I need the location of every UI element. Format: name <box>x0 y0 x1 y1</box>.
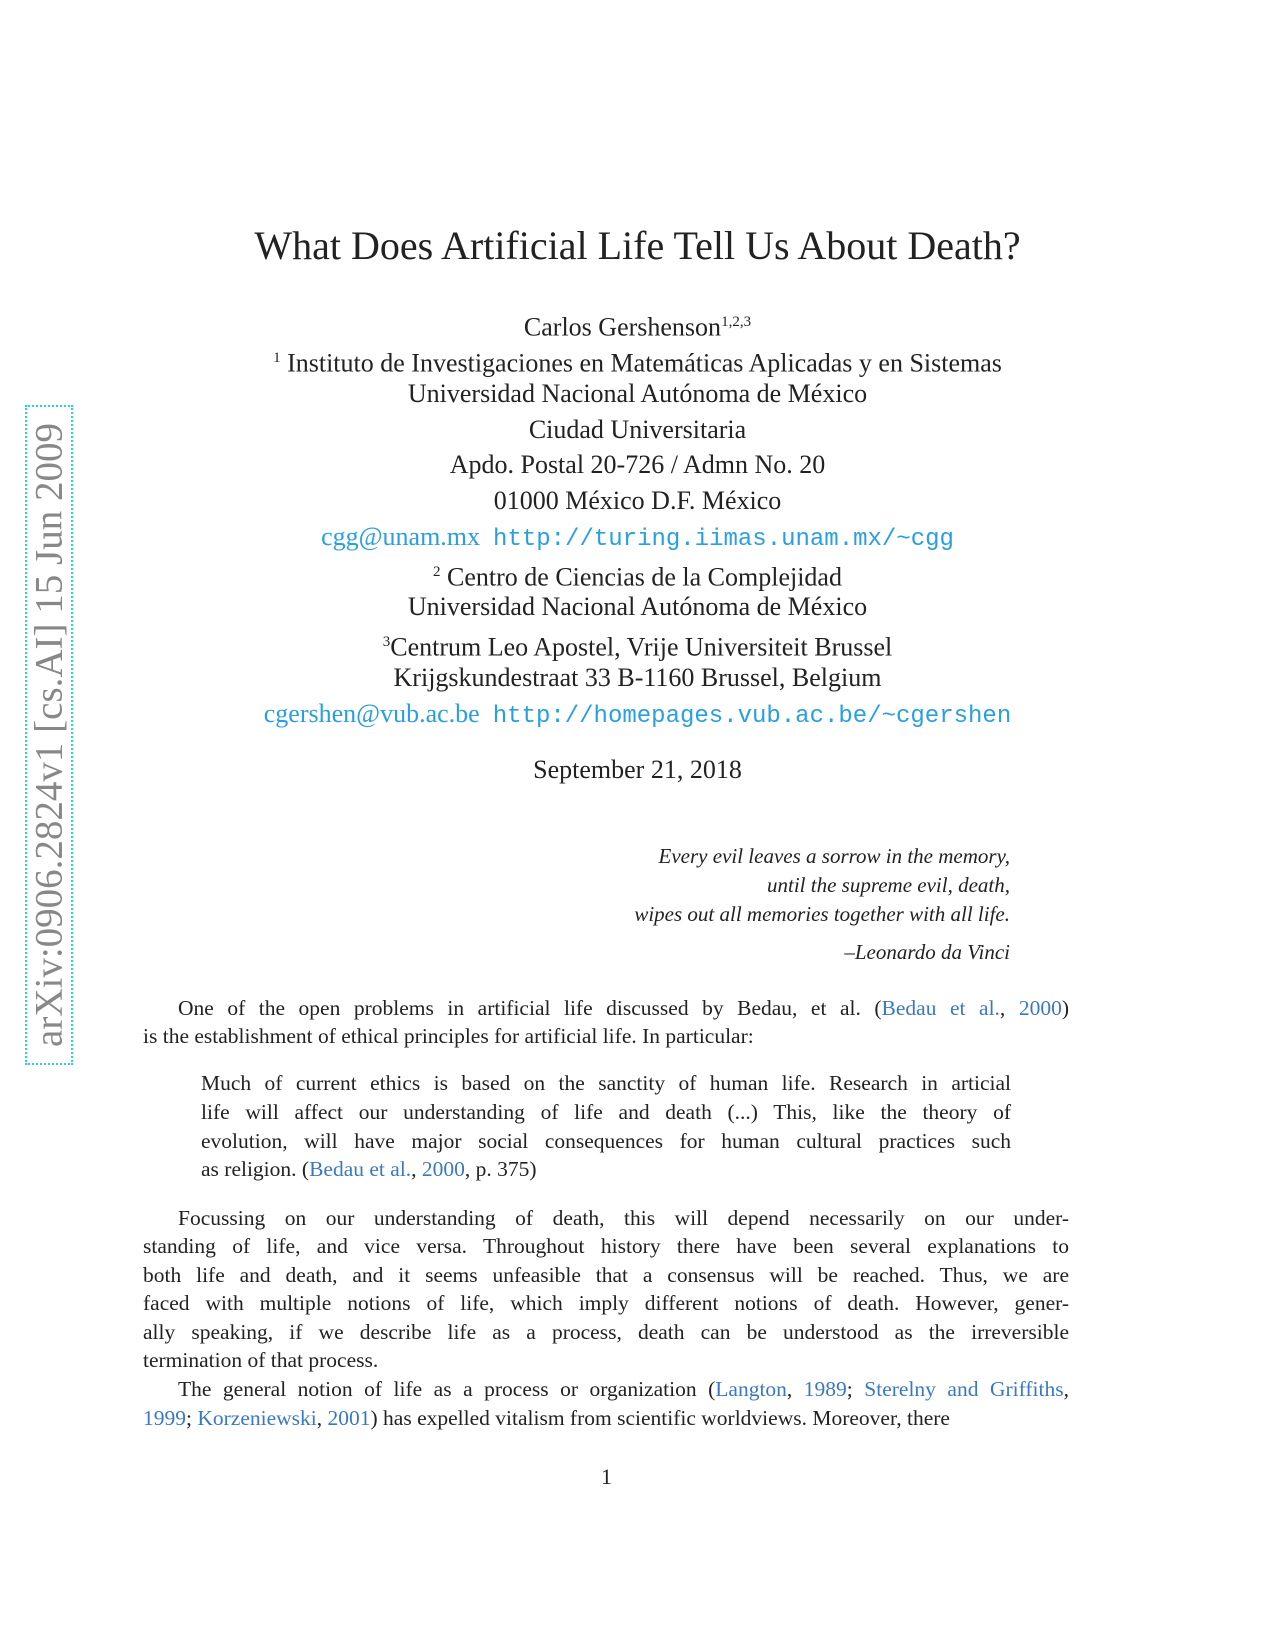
affiliation-line: Universidad Nacional Autónoma de México <box>407 379 868 408</box>
text-run: standing of life, and vice versa. Throughout history there have been several explanations to <box>143 1234 1069 1258</box>
affiliation-line: Apdo. Postal 20-726 / Admn No. 20 <box>449 450 826 479</box>
text-run: ) <box>1061 996 1069 1020</box>
paragraph-line <box>178 1204 1069 1232</box>
text-run: both life and death, and it seems unfeasible that a consensus will be reached. Thus, we are <box>143 1263 1069 1287</box>
citation-link[interactable]: Langton <box>715 1377 787 1401</box>
text-run: , <box>316 1406 328 1430</box>
text-run: life will affect our understanding of life and death (...) This, like the theory of <box>201 1100 1011 1124</box>
text-run: , p. 375) <box>464 1157 537 1181</box>
citation-link[interactable]: 2001 <box>327 1406 371 1430</box>
citation-link[interactable]: 1999 <box>143 1406 186 1430</box>
citation-link[interactable]: 2000 <box>1018 996 1062 1020</box>
email-link[interactable]: cgg@unam.mx <box>321 522 481 551</box>
paper-title: What Does Artificial Life Tell Us About Death? <box>254 223 1021 268</box>
contact-3 <box>0 696 1275 735</box>
text-run: ; <box>846 1377 865 1401</box>
paragraph-line <box>143 1232 1069 1260</box>
citation-link[interactable]: Bedau et al. <box>309 1157 412 1181</box>
paragraph-line <box>143 1289 1069 1317</box>
citation-link[interactable]: Sterelny and Griffiths <box>864 1377 1064 1401</box>
text-run: faced with multiple notions of life, which imply different notions of death. However, gener- <box>143 1291 1069 1315</box>
paragraph-line <box>143 1318 1069 1346</box>
contact-1 <box>0 519 1275 558</box>
arxiv-stamp: arXiv:0906.2824v1 [cs.AI] 15 Jun 2009 <box>25 405 73 1065</box>
affiliation-1: $^1$ Instituto de Investigaciones en Matemáticas Aplicadas y en Sistemas <box>273 348 1002 378</box>
affiliation-2: $^2$ Centro de Ciencias de la Complejidad <box>433 562 842 592</box>
text-run: , <box>1063 1377 1070 1401</box>
text-run: , <box>786 1377 804 1401</box>
citation-link[interactable]: 1989 <box>803 1377 847 1401</box>
text-run: Focussing on our understanding of death, this will depend necessarily on our under- <box>178 1206 1069 1230</box>
page-number: 1 <box>601 1464 612 1489</box>
author: Carlos Gershenson$^{1,2,3}$ <box>523 312 752 342</box>
text-run: , <box>411 1157 422 1181</box>
paragraph-line <box>143 1404 1069 1432</box>
block-quote-line <box>201 1098 1011 1126</box>
homepage-link[interactable]: http://turing.iimas.unam.mx/~cgg <box>493 526 954 553</box>
text-run: evolution, will have major social consequences for human cultural practices such <box>201 1129 1011 1153</box>
text-run: ) has expelled vitalism from scientific worldviews. Moreover, there <box>370 1406 950 1430</box>
affiliation-line: Universidad Nacional Autónoma de México <box>407 592 868 621</box>
paragraph-line <box>143 1261 1069 1289</box>
block-quote-line <box>201 1069 1011 1097</box>
paragraph-line <box>178 994 1069 1022</box>
citation-link[interactable]: Korzeniewski <box>197 1406 317 1430</box>
citation-link[interactable]: 2000 <box>421 1157 465 1181</box>
text-run: is the establishment of ethical principles for artificial life. In particular: <box>143 1024 754 1048</box>
citation-link[interactable]: Bedau et al. <box>881 996 1000 1020</box>
homepage-link[interactable]: http://homepages.vub.ac.be/~cgershen <box>492 703 1012 730</box>
text-run: ; <box>186 1406 198 1430</box>
text-run: , <box>999 996 1019 1020</box>
email-link[interactable]: cgershen@vub.ac.be <box>263 699 480 728</box>
date: September 21, 2018 <box>533 755 742 784</box>
epigraph-attribution: –Leonardo da Vinci <box>844 940 1010 964</box>
epigraph-line: until the supreme evil, death, <box>767 873 1010 897</box>
text-run: termination of that process. <box>143 1348 379 1372</box>
epigraph-line: Every evil leaves a sorrow in the memory, <box>658 844 1010 868</box>
block-quote-line <box>201 1155 1011 1183</box>
text-run: ally speaking, if we describe life as a process, death can be understood as the irreversible <box>143 1320 1069 1344</box>
paragraph-line <box>143 1346 1069 1374</box>
text-run: as religion. ( <box>201 1157 310 1181</box>
text-run: The general notion of life as a process or organization ( <box>178 1377 716 1401</box>
affiliation-line: Ciudad Universitaria <box>528 415 747 444</box>
paragraph-line <box>143 1022 1069 1050</box>
affiliation-line: Krijgskundestraat 33 B-1160 Brussel, Belgium <box>393 663 882 692</box>
affiliation-3: $^3$Centrum Leo Apostel, Vrije Universiteit Brussel <box>382 632 893 662</box>
paragraph-line <box>178 1375 1069 1403</box>
affiliation-line: 01000 México D.F. México <box>493 486 782 515</box>
text-run: One of the open problems in artificial life discussed by Bedau, et al. ( <box>178 996 882 1020</box>
text-run: Much of current ethics is based on the sanctity of human life. Research in articial <box>201 1071 1011 1095</box>
block-quote-line <box>201 1127 1011 1155</box>
epigraph-line: wipes out all memories together with all life. <box>634 902 1010 926</box>
